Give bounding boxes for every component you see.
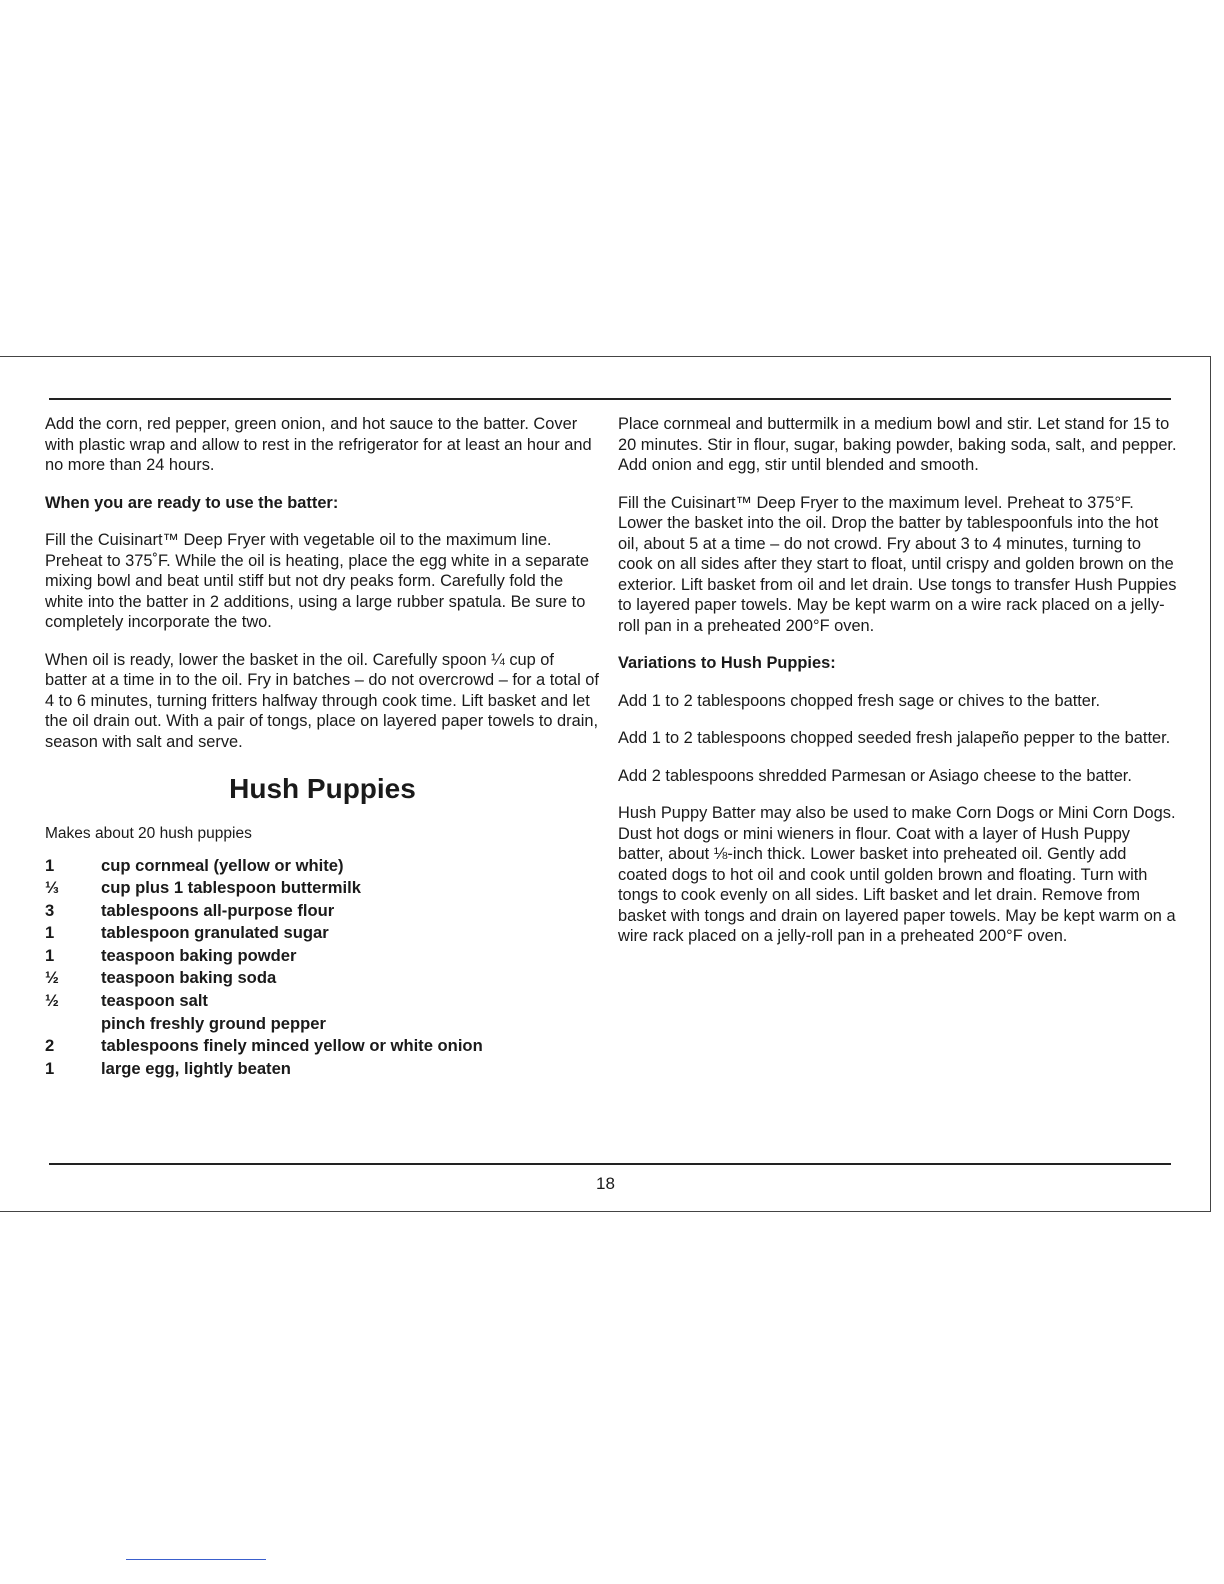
variation-2: Add 1 to 2 tablespoons chopped seeded fresh jalapeño pepper to the batter.	[618, 729, 1171, 747]
ingredient-row	[45, 990, 600, 1013]
ingredient-text: teaspoon salt	[101, 991, 208, 1011]
ingredient-text: tablespoons finely minced yellow or white onion	[101, 1036, 483, 1056]
ingredient-qty: 1	[45, 855, 55, 875]
ingredient-row	[45, 877, 600, 900]
recipe-title: Hush Puppies	[229, 773, 416, 804]
ingredient-qty: 2	[45, 1036, 55, 1056]
variation-1: Add 1 to 2 tablespoons chopped fresh sage or chives to the batter.	[618, 691, 1101, 710]
ingredient-text: tablespoons all-purpose flour	[101, 900, 335, 920]
top-rule	[49, 398, 1171, 400]
variation-3: Add 2 tablespoons shredded Parmesan or Asiago cheese to the batter.	[618, 766, 1132, 785]
ingredient-row	[45, 1035, 600, 1058]
fill-paragraph: Fill the Cuisinart™ Deep Fryer with vegetable oil to the maximum line. Preheat to 375˚F. While the oil is heating, place the egg white in a separate mixing bowl and beat until stiff but not dry peaks form. Carefully fold the white into the batter in 2 additions, using a large rubber spatula. Be sure to completely incorporate the two.	[45, 531, 589, 631]
ingredient-row	[45, 922, 600, 945]
ingredient-text: tablespoon granulated sugar	[101, 923, 329, 943]
ingredient-qty: 1	[45, 1058, 55, 1078]
variations-heading: Variations to Hush Puppies:	[618, 654, 836, 672]
ingredient-qty: 3	[45, 900, 55, 920]
ingredient-row	[45, 1058, 600, 1081]
ingredient-text: teaspoon baking powder	[101, 945, 297, 965]
ingredient-qty: ½	[45, 991, 59, 1011]
footer-link-underline[interactable]	[126, 1559, 266, 1560]
corn-dogs-paragraph: Hush Puppy Batter may also be used to make Corn Dogs or Mini Corn Dogs. Dust hot dogs or mini wieners in flour. Coat with a layer of Hush Puppy batter, about ⅛-inch thick. Lower basket into preheated oil. Gently add coated dogs to hot oil and cook until golden brown and floating. Turn with tongs to cook evenly on all sides. Lift basket and let drain. Remove from basket with tongs and drain on layered paper towels. May be kept warm on a wire rack placed on a jelly-roll pan in a preheated 200°F oven.	[618, 804, 1176, 945]
bottom-rule	[49, 1163, 1171, 1165]
ingredient-text: pinch freshly ground pepper	[101, 1013, 326, 1033]
page-number: 18	[596, 1174, 615, 1193]
step1-paragraph: Place cornmeal and buttermilk in a medium bowl and stir. Let stand for 15 to 20 minutes. Stir in flour, sugar, baking powder, baking soda, salt, and pepper. Add onion and egg, stir until blended and smooth.	[618, 415, 1177, 474]
ingredient-qty: ⅓	[45, 878, 59, 898]
step2-paragraph: Fill the Cuisinart™ Deep Fryer to the maximum level. Preheat to 375°F. Lower the basket into the oil. Drop the batter by tablespoonfuls into the hot oil, about 5 at a time – do not crowd. Fry about 3 to 4 minutes, turning to cook on all sides after they start to float, until crispy and golden brown on the exterior. Lift basket from oil and let drain. Use tongs to transfer Hush Puppies to layered paper towels. May be kept warm on a wire rack placed on a jelly-roll pan in a preheated 200°F oven.	[618, 493, 1177, 635]
ingredient-qty: 1	[45, 923, 55, 943]
ingredient-row	[45, 900, 600, 923]
left-column	[45, 414, 600, 1080]
intro-paragraph: Add the corn, red pepper, green onion, and hot sauce to the batter. Cover with plastic wrap and allow to rest in the refrigerator for at least an hour and no more than 24 hours.	[45, 415, 592, 474]
ingredient-row	[45, 1013, 600, 1036]
ingredient-row	[45, 967, 600, 990]
recipe-yield: Makes about 20 hush puppies	[45, 825, 252, 842]
oil-ready-paragraph: When oil is ready, lower the basket in the oil. Carefully spoon ¼ cup of batter at a time in to the oil. Fry in batches – do not overcrowd – for a total of 4 to 6 minutes, turning fritters halfway through cook time. Lift basket and let the oil drain out. With a pair of tongs, place on layered paper towels to drain, season with salt and serve.	[45, 650, 599, 751]
ingredient-qty: 1	[45, 945, 55, 965]
ingredient-text: cup plus 1 tablespoon buttermilk	[101, 878, 361, 898]
ingredient-text: cup cornmeal (yellow or white)	[101, 855, 344, 875]
right-column	[618, 414, 1178, 964]
ready-heading: When you are ready to use the batter:	[45, 493, 339, 512]
ingredient-text: large egg, lightly beaten	[101, 1058, 291, 1078]
ingredient-row	[45, 945, 600, 968]
ingredient-row	[45, 855, 600, 878]
ingredient-qty	[45, 1013, 101, 1036]
ingredient-list	[45, 855, 600, 1081]
ingredient-qty: ½	[45, 968, 59, 988]
ingredient-text: teaspoon baking soda	[101, 968, 277, 988]
